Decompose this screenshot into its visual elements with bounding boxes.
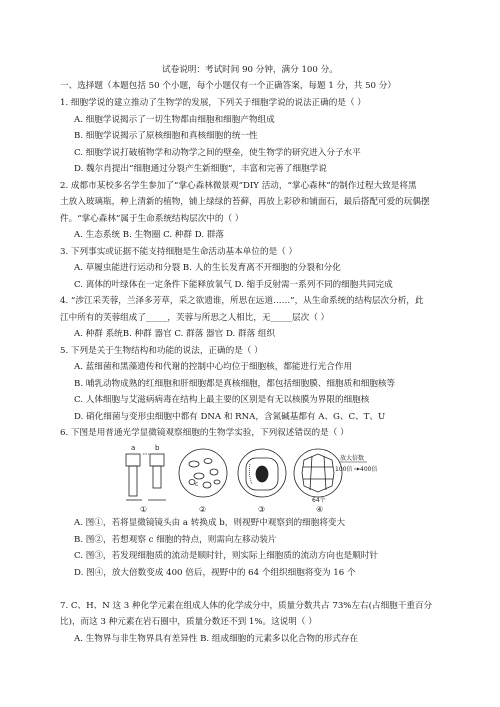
figure-label-1: ① xyxy=(140,505,148,514)
question-6-option-b: B. 图②，若想观察 c 细胞的特点，则需向左移动装片 xyxy=(74,535,277,545)
figure-label-4: ④ xyxy=(316,505,324,514)
lens-b-barrel xyxy=(150,454,164,466)
magnify-to: 400倍 xyxy=(360,466,378,473)
figure-label-3: ③ xyxy=(258,505,266,514)
question-6-stem: 6. 下图是用普通光学显微镜观察细胞的生物学实验，下列叙述错误的是（ ） xyxy=(60,428,349,438)
question-7-options: A. 生物界与非生物界具有差异性 B. 组成细胞的元素多以化合物的形式存在 xyxy=(74,634,358,644)
question-5-option-b: B. 哺乳动物成熟的红细胞和肝细胞都是真核细胞，都包括细胞膜、细胞质和细胞核等 xyxy=(74,379,396,389)
view-circle-4 xyxy=(294,449,342,497)
question-2-options: A. 生态系统 B. 生物圈 C. 种群 D. 群落 xyxy=(74,230,224,240)
question-7-stem-line-2: 比)，而这 3 种元素在岩石圈中，质量分数还不到 1%。这说明（ ） xyxy=(60,617,317,627)
cell-count-label: 64个 xyxy=(312,497,326,504)
cell-nucleus xyxy=(256,466,268,482)
question-3-stem: 3. 下列事实或证据不能支持细胞是生命活动基本单位的是（ ） xyxy=(60,247,298,257)
question-2-stem-line-3: 件。“掌心森林”属于生命系统结构层次中的（ ） xyxy=(60,214,244,224)
figure-label-2: ② xyxy=(199,505,207,514)
lens-a-label: a xyxy=(131,444,136,452)
cell-c-label: c xyxy=(195,481,199,488)
question-4-stem-line-2: 江中所有的芙蓉组成了_____，芙蓉与所思之人相比，无_____层次（ ） xyxy=(60,313,330,323)
question-4-stem-line-1: 4. “涉江采芙蓉，兰泽多芳草，采之欲遗谁，所思在远道……”，从生命系统的结构层次分析，此 xyxy=(60,296,424,306)
magnify-from: 100倍 xyxy=(335,466,353,473)
cytoplasm-streaming-diagram xyxy=(238,449,286,497)
lens-a-barrel xyxy=(126,454,140,466)
question-5-option-c: C. 人体细胞与艾滋病病毒在结构上最主要的区别是有无以核膜为界限的细胞核 xyxy=(74,395,370,405)
cell-shape xyxy=(189,461,199,467)
objective-lenses-diagram xyxy=(126,444,166,500)
cell-shape xyxy=(214,480,220,484)
question-2-stem-line-2: 土放入玻璃瓶，种上清新的植物，铺上绿绿的苔藓，再放上彩砂和铺面石，最后搭配可爱的玩偶摆 xyxy=(60,197,430,207)
lens-b-tube xyxy=(153,466,161,488)
cytoplasm-flow xyxy=(249,464,252,484)
field-of-view-diagram xyxy=(179,449,227,497)
question-5-option-a: A. 蓝细菌和黑藻遗传和代谢的控制中心均位于细胞核，都能进行光合作用 xyxy=(74,362,353,372)
question-6-option-a: A. 图①，若将显微镜镜头由 a 转换成 b，则视野中观察到的细胞将变大 xyxy=(74,518,346,528)
question-1-option-a: A. 细胞学说揭示了一切生物都由细胞和细胞产物组成 xyxy=(74,115,275,125)
question-5-option-d: D. 硝化细菌与变形虫细胞中都有 DNA 和 RNA，含氮碱基都有 A、G、C、T、U xyxy=(74,412,386,422)
question-3-options-cd: C. 离体的叶绿体在一定条件下能释放氧气 D. 缩手反射需一系列不同的细胞共同完成 xyxy=(74,280,393,290)
cell-shape xyxy=(194,473,204,479)
question-4-options: A. 种群 系统B. 种群 器官 C. 群落 器官 D. 群落 组织 xyxy=(74,329,276,339)
question-6-option-d: D. 图④，放大倍数变成 400 倍后，视野中的 64 个组织细胞将变为 16 个 xyxy=(74,568,356,578)
question-7-stem-line-1: 7. C、H、N 这 3 种化学元素在组成人体的化学成分中，质量分数共占 73%左右(占细胞干重百分 xyxy=(60,601,433,611)
cell-divider xyxy=(303,456,333,490)
view-circle-2 xyxy=(179,449,227,497)
exam-header: 试卷说明：考试时间 90 分钟，满分 100 分。 xyxy=(162,65,338,75)
question-1-option-b: B. 细胞学说揭示了原核细胞和真核细胞的统一性 xyxy=(74,131,258,141)
cell-shape xyxy=(204,459,212,464)
cell-outline xyxy=(302,454,334,492)
question-1-option-c: C. 细胞学说打破植物学和动物学之间的壁垒，使生物学的研究进入分子水平 xyxy=(74,148,361,158)
question-6-option-c: C. 图③，若发现细胞质的流动是顺时针，则实际上细胞质的流动方向也是顺时针 xyxy=(74,551,378,561)
cell-shape xyxy=(203,482,211,488)
question-5-stem: 5. 下列是关于生物结构和功能的说法，正确的是（ ） xyxy=(60,346,263,356)
question-1-option-d: D. 魏尔肖提出“细胞通过分裂产生新细胞”，丰富和完善了细胞学说 xyxy=(74,164,327,174)
magnify-caption: 放大倍数 xyxy=(340,455,365,462)
cell-shape xyxy=(210,469,218,475)
question-3-options-ab: A. 草履虫能进行运动和分裂 B. 人的生长发育离不开细胞的分裂和分化 xyxy=(74,263,341,273)
section-heading: 一、选择题（本题包括 50 个小题，每个小题仅有一个正确答案，每题 1 分，共 50 分） xyxy=(60,81,396,91)
question-1-stem: 1. 细胞学说的建立推动了生物学的发展，下列关于细胞学说的说法正确的是（ ） xyxy=(60,98,366,108)
tissue-cells-diagram xyxy=(294,449,342,497)
question-2-stem-line-1: 2. 成都市某校多名学生参加了“掌心森林微景观”DIY 活动，“掌心森林”的制作过程大致是将黑 xyxy=(60,181,417,191)
lens-a-tube xyxy=(129,466,137,496)
microscope-figure xyxy=(122,442,378,514)
lens-b-label: b xyxy=(155,444,160,452)
